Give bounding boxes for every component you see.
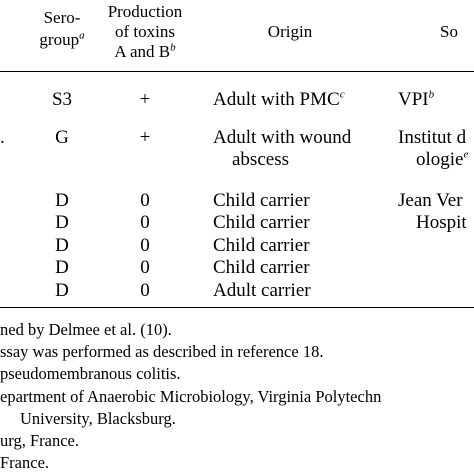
footnote-6: urg, France. xyxy=(0,431,79,450)
row4-serogroup: D xyxy=(55,212,69,233)
header-toxins-line3 xyxy=(114,43,175,60)
footnote-marker-a: a xyxy=(79,29,85,42)
row1-serogroup: S3 xyxy=(51,89,73,110)
row2-source-line1: Institut d xyxy=(398,127,467,148)
row1-toxin: + xyxy=(139,89,151,110)
row2-origin-line1: Adult with wound xyxy=(213,127,352,148)
row3-source-line1: Jean Ver xyxy=(398,190,463,211)
footnote-7: France. xyxy=(0,453,50,472)
row1-source-text: VPI xyxy=(398,89,429,110)
header-serogroup-line2 xyxy=(39,31,84,48)
row7-origin: Adult carrier xyxy=(213,280,311,301)
header-rule xyxy=(0,71,474,72)
row6-toxin: 0 xyxy=(140,257,150,278)
footnote-1: ned by Delmee et al. (10). xyxy=(0,320,172,339)
footnote-5: University, Blacksburg. xyxy=(20,409,176,428)
row4-toxin: 0 xyxy=(140,212,150,233)
row6-origin: Child carrier xyxy=(213,257,310,278)
row3-origin: Child carrier xyxy=(213,190,310,211)
row1-origin-text: Adult with PMC xyxy=(213,89,340,110)
footnote-marker-e: e xyxy=(463,148,469,161)
header-toxins-line1: Production xyxy=(107,2,183,21)
header-toxins-text: A and B xyxy=(114,42,171,61)
header-origin: Origin xyxy=(267,22,313,41)
row2-source-line2 xyxy=(416,150,468,169)
footnote-marker-b-row1: b xyxy=(428,88,435,101)
footnote-marker-b: b xyxy=(170,41,176,54)
row2-toxin: + xyxy=(139,127,151,148)
header-serogroup-line1: Sero- xyxy=(43,8,81,27)
row4-origin: Child carrier xyxy=(213,212,310,233)
row1-source xyxy=(398,90,434,109)
header-toxins-line2: of toxins xyxy=(115,22,175,41)
footnote-marker-c: c xyxy=(339,88,345,101)
row5-toxin: 0 xyxy=(140,235,150,256)
row1-origin xyxy=(213,90,345,109)
row3-serogroup: D xyxy=(55,190,69,211)
row3-toxin: 0 xyxy=(140,190,150,211)
table-bottom-rule xyxy=(0,307,474,308)
row2-source-text: ologie xyxy=(416,149,464,170)
row2-serogroup: G xyxy=(55,127,69,148)
header-source: So xyxy=(440,22,458,41)
row7-serogroup: D xyxy=(55,280,69,301)
row5-origin: Child carrier xyxy=(213,235,310,256)
row2-origin-line2: abscess xyxy=(232,149,289,170)
row5-serogroup: D xyxy=(55,235,69,256)
row7-toxin: 0 xyxy=(140,280,150,301)
footnote-4: epartment of Anaerobic Microbiology, Virginia Polytechn xyxy=(0,387,382,406)
footnote-3: pseudomembranous colitis. xyxy=(0,364,181,383)
row2-lead-mark: . xyxy=(0,127,5,148)
row3-source-line2: Hospit xyxy=(416,212,467,233)
header-serogroup-text: group xyxy=(39,30,80,49)
row6-serogroup: D xyxy=(55,257,69,278)
footnote-2: ssay was performed as described in reference 18. xyxy=(0,342,324,361)
